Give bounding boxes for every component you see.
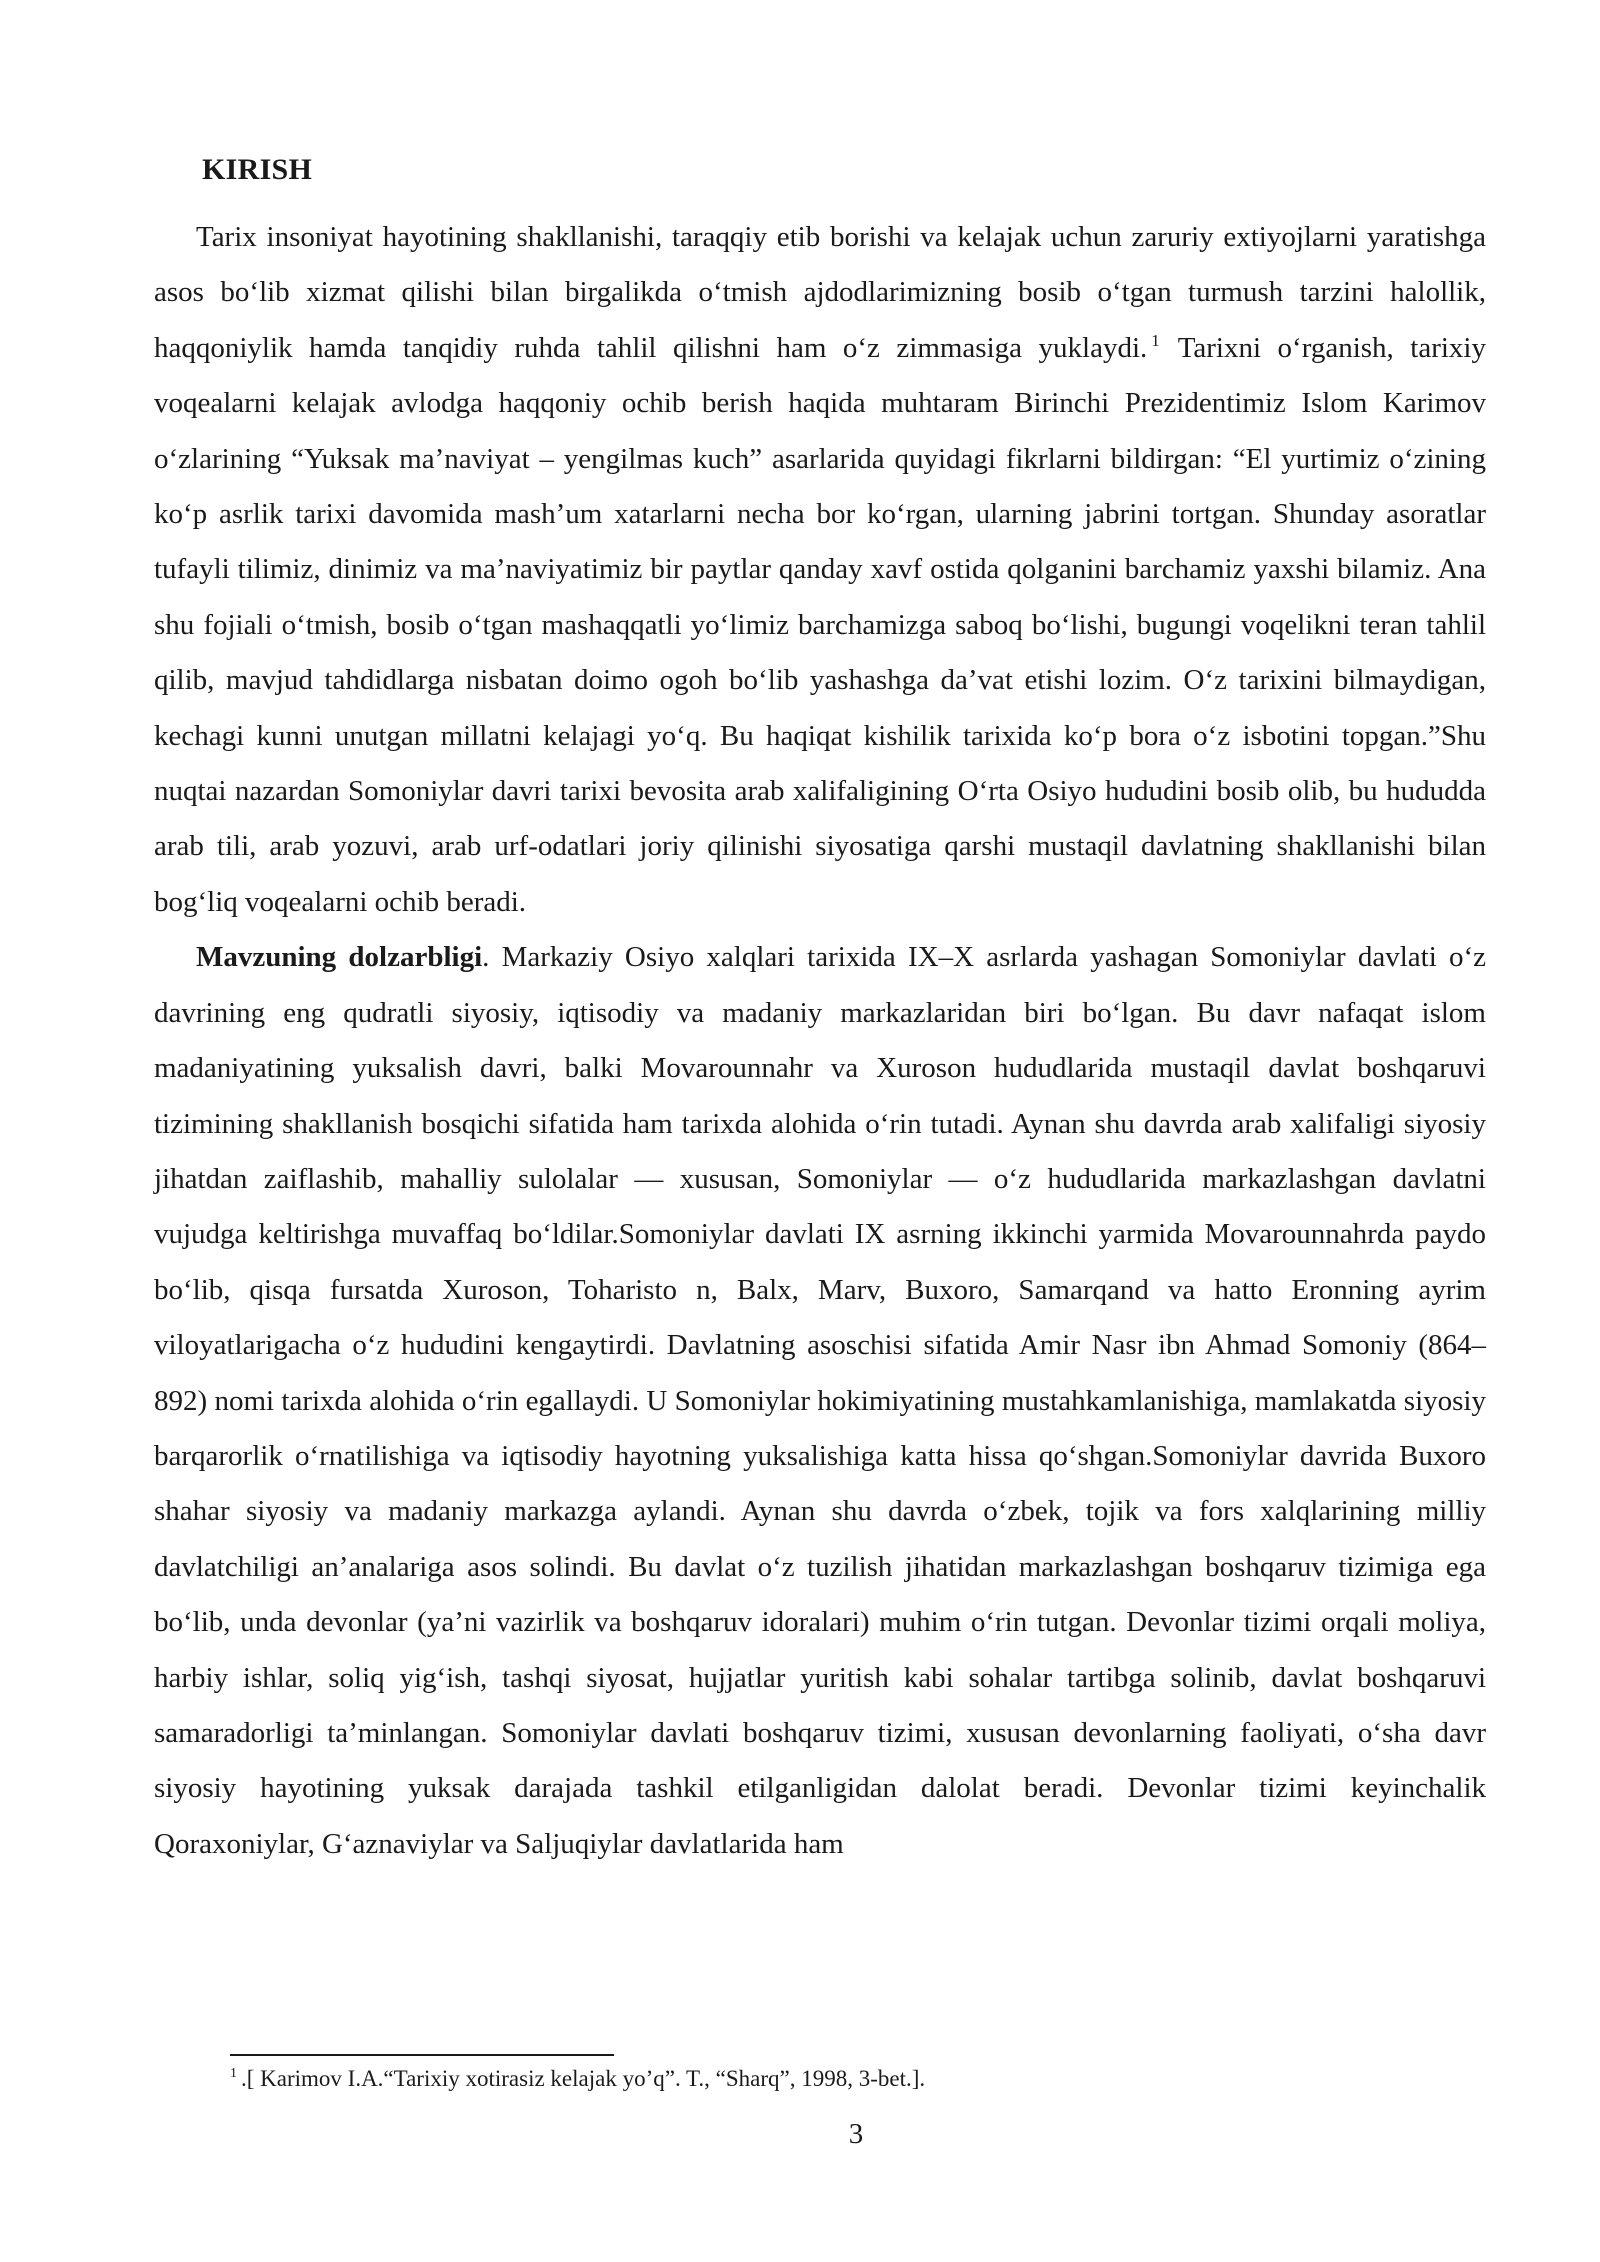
footnote-text: .[ Karimov I.A.“Tarixiy xotirasiz kelajak yo’q”. T., “Sharq”, 1998, 3-bet.]. [241, 2066, 926, 2091]
intro-text-part1: Tarix insoniyat hayotining shakllanishi, taraqqiy etib borishi va kelajak uchun zaruriy extiyojlarni yaratishga asos bo‘lib xizmat qilishi bilan birgalikda o‘tmish ajdodlarimizning bosib o‘tgan turmush tarzini halollik, haqqoniylik hamda tanqidiy ruhda tahlil qilishni ham o‘z zimmasiga yuklaydi. [154, 221, 1486, 364]
intro-text-part2: Tarixni o‘rganish, tarixiy voqealarni kelajak avlodga haqqoniy ochib berish haqida muhtaram Birinchi Prezidentimiz Islom Karimov o‘zlarining “Yuksak ma’naviyat – yengilmas kuch” asarlarida quyidagi fikrlarni bildirgan: “El yurtimiz o‘zining ko‘p asrlik tarixi davomida mash’um xatarlarni necha bor ko‘rgan, ularning jabrini tortgan. Shunday asoratlar tufayli tilimiz, dinimiz va ma’naviyatimiz bir paytlar qanday xavf ostida qolganini barchamiz yaxshi bilamiz. Ana shu fojiali o‘tmish, bosib o‘tgan mashaqqatli yo‘limiz barchamizga saboq bo‘lishi, bugungi voqelikni teran tahlil qilib, mavjud tahdidlarga nisbatan doimo ogoh bo‘lib yashashga da’vat etishi lozim. O‘z tarixini bilmaydigan, kechagi kunni unutgan millatni kelajagi yo‘q. Bu haqiqat kishilik tarixida ko‘p bora o‘z isbotini topgan.”Shu nuqtai nazardan Somoniylar davri tarixi bevosita arab xalifaligining O‘rta Osiyo hududini bosib olib, bu hududda arab tili, arab yozuvi, arab urf-odatlari joriy qilinishi siyosatiga qarshi mustaqil davlatning shakllanishi bilan bog‘liq voqealarni ochib beradi. [154, 331, 1486, 918]
relevance-text: . Markaziy Osiyo xalqlari tarixida IX–X asrlarda yashagan Somoniylar davlati o‘z davrining eng qudratli siyosiy, iqtisodiy va madaniy markazlaridan biri bo‘lgan. Bu davr nafaqat islom madaniyatining yuksalish davri, balki Movarounnahr va Xuroson hududlarida mustaqil davlat boshqaruvi tizimining shakllanish bosqichi sifatida ham tarixda alohida o‘rin tutadi. Aynan shu davrda arab xalifaligi siyosiy jihatdan zaiflashib, mahalliy sulolalar — xususan, Somoniylar — o‘z hududlarida markazlashgan davlatni vujudga keltirishga muvaffaq bo‘ldilar.Somoniylar davlati IX asrning ikkinchi yarmida Movarounnahrda paydo bo‘lib, qisqa fursatda Xuroson, Toharisto n, Balx, Marv, Buxoro, Samarqand va hatto Eronning ayrim viloyatlarigacha o‘z hududini kengaytirdi. Davlatning asoschisi sifatida Amir Nasr ibn Ahmad Somoniy (864–892) nomi tarixda alohida o‘rin egallaydi. U Somoniylar hokimiyatining mustahkamlanishiga, mamlakatda siyosiy barqarorlik o‘rnatilishiga va iqtisodiy hayotning yuksalishiga katta hissa qo‘shgan.Somoniylar davrida Buxoro shahar siyosiy va madaniy markazga aylandi. Aynan shu davrda o‘zbek, tojik va fors xalqlarining milliy davlatchiligi an’analariga asos solindi. Bu davlat o‘z tuzilish jihatidan markazlashgan boshqaruv tizimiga ega bo‘lib, unda devonlar (ya’ni vazirlik va boshqaruv idoralari) muhim o‘rin tutgan. Devonlar tizimi orqali moliya, harbiy ishlar, soliq yig‘ish, tashqi siyosat, hujjatlar yuritish kabi sohalar tartibga solinib, davlat boshqaruvi samaradorligi ta’minlangan. Somoniylar davlati boshqaruv tizimi, xususan devonlarning faoliyati, o‘sha davr siyosiy hayotining yuksak darajada tashkil etilganligidan dalolat beradi. Devonlar tizimi keyinchalik Qoraxoniylar, G‘aznaviylar va Saljuqiylar davlatlarida ham [154, 941, 1486, 1860]
page-number: 3 [848, 2118, 864, 2150]
footnote-marker: 1 [230, 2066, 237, 2082]
section-heading: KIRISH [202, 153, 313, 186]
footnote-separator [230, 2054, 614, 2056]
footnote [230, 2064, 1430, 2094]
footnote-reference[interactable]: 1 [1151, 331, 1160, 351]
intro-paragraph [154, 210, 1486, 930]
relevance-paragraph [154, 930, 1486, 1872]
page-content [154, 150, 1486, 1872]
relevance-label: Mavzuning dolzarbligi [196, 941, 483, 974]
